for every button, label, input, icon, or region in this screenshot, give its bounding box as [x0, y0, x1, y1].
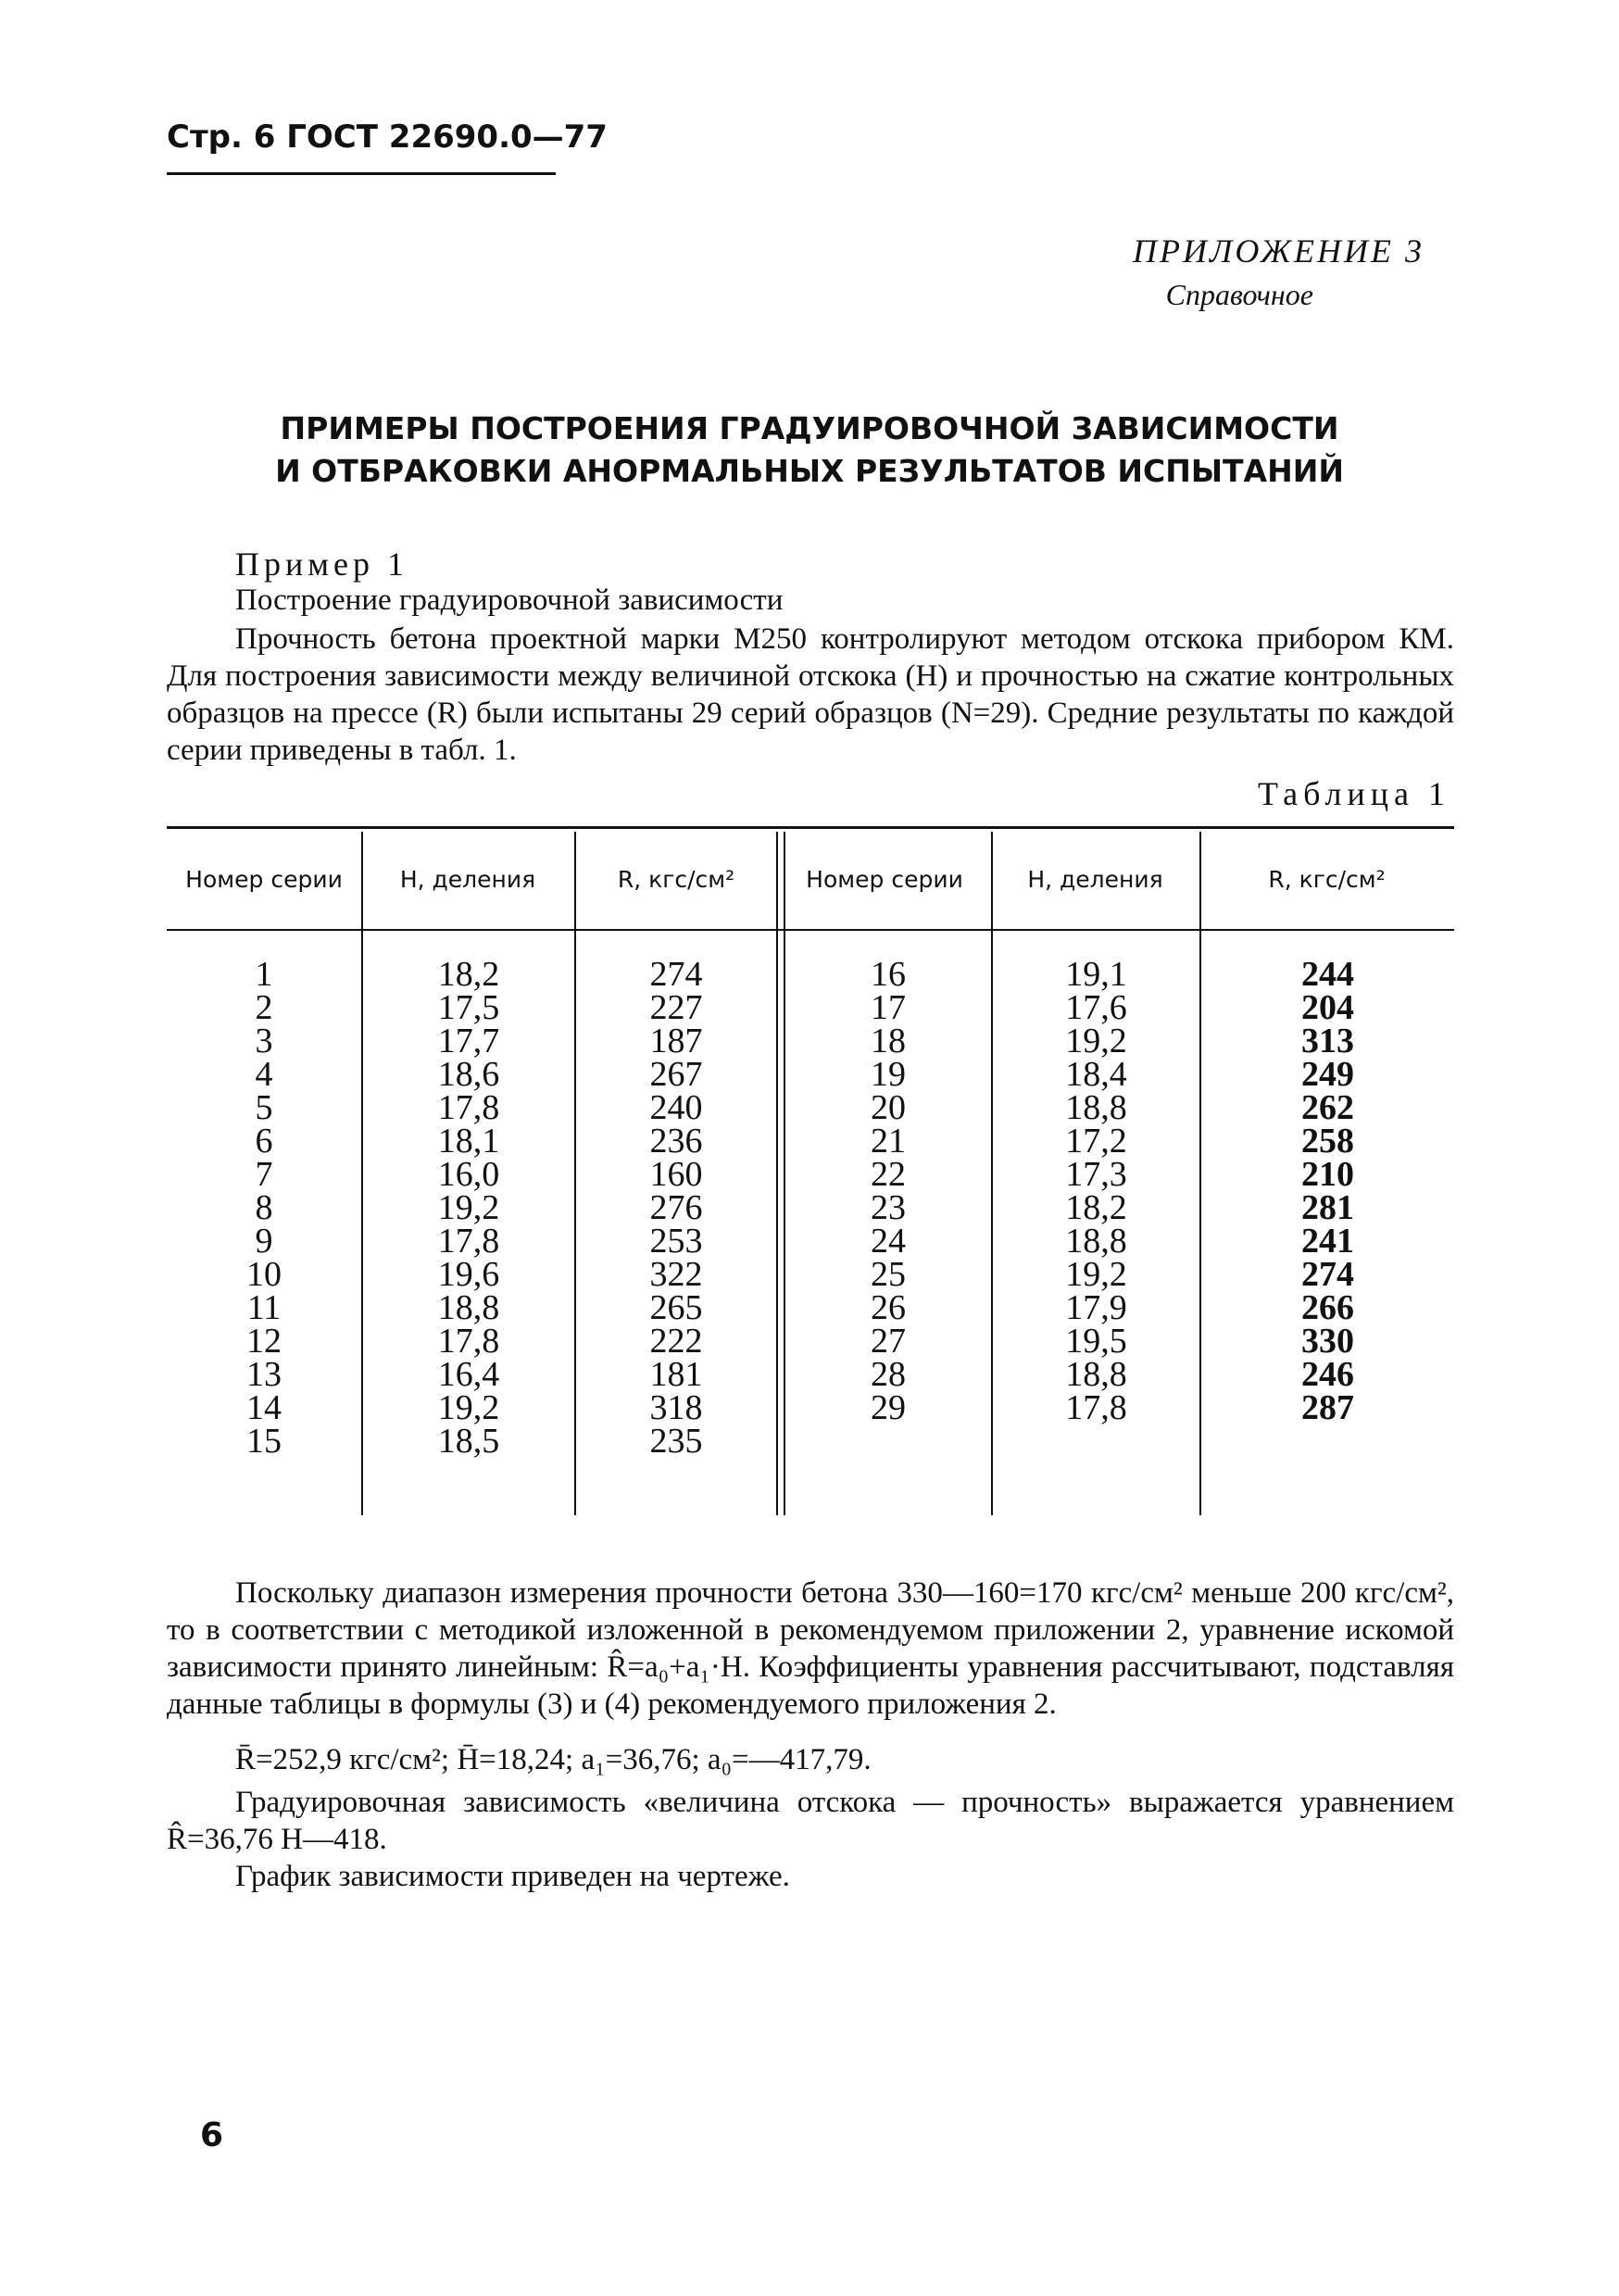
table-cell: 236 — [649, 1122, 703, 1161]
table-cell: 18,5 — [437, 1422, 500, 1461]
table-cell: 14 — [246, 1388, 282, 1427]
paragraph-3 — [167, 1784, 1454, 1858]
table-cell: 18,2 — [437, 955, 500, 994]
table-cell: 253 — [649, 1222, 703, 1261]
table-cell: 17,6 — [1065, 988, 1127, 1027]
table-cell: 204 — [1301, 988, 1354, 1027]
table-cell: 16,4 — [437, 1355, 500, 1394]
table-cell: 227 — [649, 988, 703, 1027]
table-cell: 11 — [246, 1288, 282, 1327]
column-r-left — [576, 955, 776, 1461]
table-cell: 181 — [649, 1355, 703, 1394]
table-cell: 2 — [255, 988, 273, 1027]
table-cell: 322 — [649, 1255, 703, 1294]
table-header-rule — [167, 929, 1454, 931]
table-divider — [776, 832, 778, 1515]
column-r-right — [1201, 955, 1454, 1427]
table-cell: 18,8 — [1065, 1222, 1127, 1261]
table-cell: 17,8 — [437, 1322, 500, 1361]
document-title-line-2: И ОТБРАКОВКИ АНОРМАЛЬНЫХ РЕЗУЛЬТАТОВ ИСПЫТАНИЙ — [275, 453, 1344, 489]
table-cell: 4 — [255, 1055, 273, 1094]
table-cell: 21 — [871, 1122, 906, 1161]
table-cell: 26 — [871, 1288, 906, 1327]
example-label: Пример 1 — [235, 546, 409, 583]
header-h-right: H, деления — [1027, 865, 1163, 893]
table-cell: 12 — [246, 1322, 282, 1361]
table-cell: 24 — [871, 1222, 906, 1261]
table-cell: 15 — [246, 1422, 282, 1461]
table-cell: 3 — [255, 1022, 273, 1060]
column-series-left — [167, 955, 361, 1461]
table-cell: 19,5 — [1065, 1322, 1127, 1361]
table-cell: 17,9 — [1065, 1288, 1127, 1327]
table-cell: 240 — [649, 1088, 703, 1127]
table-cell: 27 — [871, 1322, 906, 1361]
table-cell: 10 — [246, 1255, 282, 1294]
table-cell: 258 — [1301, 1122, 1354, 1161]
table-cell: 17 — [871, 988, 906, 1027]
header-r-left: R, кгс/см² — [617, 865, 735, 893]
example-paragraph — [167, 621, 1454, 769]
table-cell: 17,7 — [437, 1022, 500, 1060]
table-cell: 262 — [1301, 1088, 1354, 1127]
page-header: Стр. 6 ГОСТ 22690.0—77 — [167, 119, 608, 156]
table-cell: 19,2 — [1065, 1022, 1127, 1060]
table-cell: 25 — [871, 1255, 906, 1294]
paragraph-4-text: График зависимости приведен на чертеже. — [235, 1860, 790, 1893]
table-cell: 18,8 — [1065, 1355, 1127, 1394]
header-series-left: Номер серии — [185, 865, 343, 893]
table-cell: 5 — [255, 1088, 273, 1127]
table-cell: 18,8 — [437, 1288, 500, 1327]
page-number: 6 — [200, 2116, 224, 2154]
table-cell: 19,2 — [437, 1188, 500, 1227]
table-cell: 276 — [649, 1188, 703, 1227]
table-cell: 18,8 — [1065, 1088, 1127, 1127]
table-cell: 29 — [871, 1388, 906, 1427]
table-cell: 267 — [649, 1055, 703, 1094]
table-cell: 244 — [1301, 955, 1354, 994]
table-cell: 249 — [1301, 1055, 1354, 1094]
table-cell: 17,8 — [437, 1222, 500, 1261]
table-cell: 18,6 — [437, 1055, 500, 1094]
table-cell: 274 — [649, 955, 703, 994]
example-subheading: Построение градуировочной зависимости — [235, 583, 784, 617]
table-cell: 9 — [255, 1222, 273, 1261]
header-rule — [167, 172, 556, 175]
coefficients-formula: R̄=252,9 кгс/см²; H̄=18,24; a₁=36,76; a₀=—417,79. — [235, 1743, 872, 1776]
header-series-right: Номер серии — [806, 865, 963, 893]
table-cell: 274 — [1301, 1255, 1354, 1294]
table-cell: 313 — [1301, 1022, 1354, 1060]
column-h-left — [363, 955, 574, 1461]
table-cell: 19,6 — [437, 1255, 500, 1294]
example-paragraph-text: Прочность бетона проектной марки М250 контролируют методом отскока прибором КМ. Для построения зависимости между величиной отскока (H) и прочностью на сжатие контрольных образцов на прессе (R) были испытаны 29 серий образцов (N=29). Средние результаты по каждой серии приведены в табл. 1. — [167, 622, 1454, 767]
table-cell: 19 — [871, 1055, 906, 1094]
table-top-rule — [167, 826, 1454, 829]
column-series-right — [785, 955, 991, 1427]
header-r-right: R, кгс/см² — [1268, 865, 1386, 893]
table-cell: 330 — [1301, 1322, 1354, 1361]
table-cell: 287 — [1301, 1388, 1354, 1427]
paragraph-4 — [167, 1858, 1454, 1895]
table-cell: 8 — [255, 1188, 273, 1227]
table-cell: 18,1 — [437, 1122, 500, 1161]
table-cell: 210 — [1301, 1155, 1354, 1194]
table-cell: 28 — [871, 1355, 906, 1394]
table-cell: 7 — [255, 1155, 273, 1194]
appendix-title: ПРИЛОЖЕНИЕ 3 — [1133, 232, 1424, 270]
table-cell: 19,1 — [1065, 955, 1127, 994]
table-cell: 17,8 — [1065, 1388, 1127, 1427]
paragraph-2-text: Поскольку диапазон измерения прочности бетона 330—160=170 кгс/см² меньше 200 кгс/см², то в соответствии с методикой изложенной в рекомендуемом приложении 2, уравнение искомой зависимости принято линейным: R̂=a₀+a₁·H. Коэффициенты уравнения рассчитывают, подставляя данные таблицы в формулы (3) и (4) рекомендуемого приложения 2. — [167, 1576, 1454, 1721]
paragraph-2 — [167, 1575, 1454, 1723]
table-cell: 16,0 — [437, 1155, 500, 1194]
table-cell: 6 — [255, 1122, 273, 1161]
table-cell: 18 — [871, 1022, 906, 1060]
table-cell: 16 — [871, 955, 906, 994]
table-header-row — [167, 832, 1454, 926]
table-label: Таблица 1 — [1258, 775, 1450, 812]
table-cell: 18,2 — [1065, 1188, 1127, 1227]
table-cell: 17,3 — [1065, 1155, 1127, 1194]
table-cell: 19,2 — [437, 1388, 500, 1427]
table-cell: 281 — [1301, 1188, 1354, 1227]
document-title-line-1: ПРИМЕРЫ ПОСТРОЕНИЯ ГРАДУИРОВОЧНОЙ ЗАВИСИМОСТИ — [280, 410, 1339, 446]
table-cell: 318 — [649, 1388, 703, 1427]
header-h-left: H, деления — [399, 865, 536, 893]
table-cell: 241 — [1301, 1222, 1354, 1261]
column-h-right — [993, 955, 1199, 1427]
table-cell: 235 — [649, 1422, 703, 1461]
table-cell: 246 — [1301, 1355, 1354, 1394]
table-cell: 160 — [649, 1155, 703, 1194]
table-cell: 22 — [871, 1155, 906, 1194]
table-cell: 17,8 — [437, 1088, 500, 1127]
paragraph-3-text: Градуировочная зависимость «величина отскока — прочность» выражается уравнением R̂=36,76 H—418. — [167, 1786, 1454, 1856]
table-cell: 18,4 — [1065, 1055, 1127, 1094]
table-cell: 187 — [649, 1022, 703, 1060]
table-cell: 17,5 — [437, 988, 500, 1027]
appendix-subtitle: Справочное — [1165, 278, 1313, 311]
table-cell: 265 — [649, 1288, 703, 1327]
table-cell: 23 — [871, 1188, 906, 1227]
table-cell: 1 — [255, 955, 273, 994]
table-cell: 17,2 — [1065, 1122, 1127, 1161]
table-cell: 222 — [649, 1322, 703, 1361]
table-cell: 20 — [871, 1088, 906, 1127]
table-cell: 13 — [246, 1355, 282, 1394]
table-cell: 19,2 — [1065, 1255, 1127, 1294]
table-cell: 266 — [1301, 1288, 1354, 1327]
